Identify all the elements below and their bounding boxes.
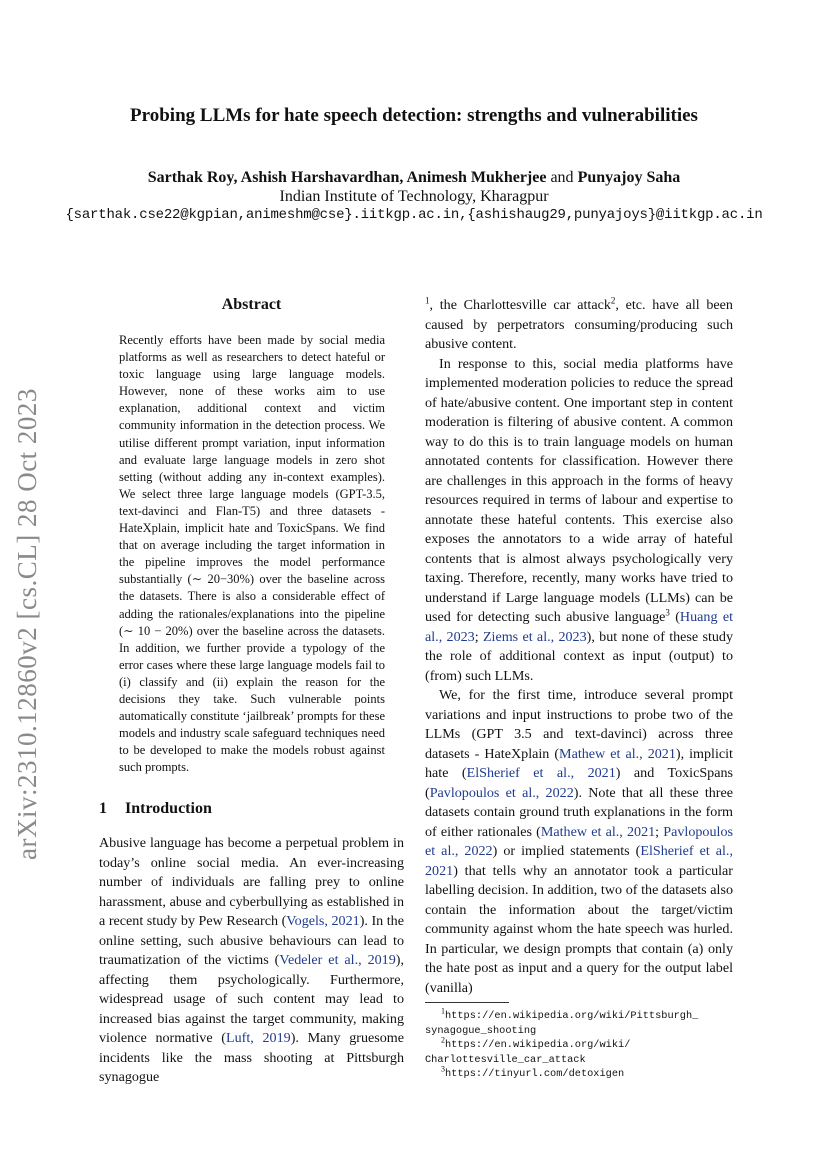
text-run: ). Many gruesome incidents like the mass shooting at Pittsburgh synagogue [99, 1030, 404, 1086]
abstract-text: Recently efforts have been made by social media platforms as well as researchers to detect hateful or toxic language using large language models. However, none of these works aim to use explanation, additional context and victim community information in the detection process. We utilise different prompt variation, input information and evaluate large language models in zero shot setting (without adding any in-context examples). We select three large language models (GPT-3.5, text-davinci and Flan-T5) and three datasets - HateXplain, implicit hate and ToxicSpans. We find that on average including the target information in the pipeline improves the model performance substantially (∼ 20−30%) over the baseline across the datasets. There is also a considerable effect of adding the rationales/explanations into the pipeline (∼ 10 − 20%) over the baseline across the datasets. In addition, we further provide a typology of the error cases where these large language models fail to (i) classify and (ii) explain the reason for the decisions they take. Such vulnerable points automatically constitute ‘jailbreak’ prompts for these models and industry scale safeguard techniques need to be developed to make the models robust against such prompts. [119, 333, 385, 775]
author-names-part1: Sarthak Roy, Ashish Harshavardhan, Animesh Mukherjee [147, 169, 547, 186]
intro-paragraph-2 [425, 355, 733, 687]
text-run: ) that tells why an annotator took a particular labelling decision. In addition, two of the datasets also contain the information about the target/victim community against whom the hate speech was hurled. In particular, we design prompts that contain (a) only the hate post as input and a query for the output label (vanilla) [425, 862, 733, 996]
author-emails: {sarthak.cse22@kgpian,animeshm@cse}.iitkgp.ac.in,{ashishaug29,punyajoys}@iitkgp.ac.in [65, 207, 763, 223]
footnote-1-url-line2[interactable]: synagogue_shooting [425, 1024, 537, 1037]
footnote-marker[interactable]: 1 [425, 295, 430, 306]
text-run: ), but none of these study the role of additional context as input (output) to (from) such LLMs. [425, 628, 733, 684]
footnote-marker[interactable]: 3 [665, 607, 670, 618]
footnote-3[interactable] [425, 1064, 733, 1082]
text-run: ). In the online setting, such abusive behaviours can lead to traumatization of the victims ( [99, 913, 404, 969]
footnote-1-url-line1[interactable]: https://en.wikipedia.org/wiki/Pittsburgh_ [445, 1010, 699, 1022]
footnote-1[interactable] [425, 1006, 733, 1038]
citation-link[interactable]: Huang et al., 2023 [425, 609, 734, 645]
footnote-3-mark: 3 [441, 1064, 445, 1074]
citation-link[interactable]: Mathew et al., 2021 [559, 745, 676, 762]
text-run: Abusive language has become a perpetual problem in today’s online social media. An ever-increasing number of individuals are falling prey to online harassment, abuse and cyberbullying as established in a recent study by Pew Research ( [99, 835, 404, 930]
citation-link[interactable]: ElSherief et al., 2021 [425, 843, 733, 879]
text-run: ), implicit hate ( [425, 745, 733, 781]
footnote-1-mark: 1 [441, 1006, 445, 1016]
text-run: , etc. have all been caused by perpetrators consuming/producing such abusive content. [425, 297, 733, 352]
intro-paragraph-1-continued [425, 296, 733, 355]
citation-link[interactable]: ElSherief et al., 2021 [466, 765, 616, 781]
citation-link[interactable]: Mathew et al., 2021 [540, 823, 656, 840]
citation-link[interactable]: Pavlopoulos et al., 2022 [429, 784, 574, 801]
citation-link[interactable]: Vogels, 2021 [286, 913, 360, 930]
footnote-marker[interactable]: 2 [610, 295, 616, 306]
arxiv-identifier-stamp: arXiv:2310.12860v2 [cs.CL] 28 Oct 2023 [12, 388, 42, 860]
section-title: Introduction [125, 800, 212, 818]
text-run: , the Charlottesville car attack [429, 297, 611, 313]
section-number: 1 [99, 800, 107, 818]
author-names [0, 168, 828, 187]
footnote-divider [425, 1002, 509, 1003]
text-run: ) and ToxicSpans ( [425, 765, 734, 801]
author-affiliation: Indian Institute of Technology, Kharagpur [279, 188, 549, 205]
footnote-2-url-line1[interactable]: https://en.wikipedia.org/wiki/ [445, 1039, 631, 1051]
citation-link[interactable]: Vedeler et al., 2019 [279, 952, 396, 969]
text-run: In response to this, social media platforms have implemented moderation policies to reduce the spread of hate/abusive content. One important step in content moderation is filtering of abusive content. A common way to do this is to train language models on human annotated contents for classification. However there are challenges in this approach in the forms of heavy resources required in terms of labour and expertise to annotate these hateful contents. This exercise also exposes the annotators to a wide array of hateful contents that is almost always psychologically very taxing. Therefore, recently, many works have tried to understand if Large language models (LLMs) can be used for detecting such abusive language [425, 355, 733, 625]
right-column [425, 296, 733, 1082]
footnote-2-url-line2[interactable]: Charlottesville_car_attack [425, 1053, 586, 1066]
citation-link[interactable]: Pavlopoulos et al., 2022 [425, 823, 733, 859]
abstract-heading: Abstract [221, 296, 282, 313]
text-run: ) or implied statements ( [492, 843, 641, 859]
introduction-heading [99, 800, 404, 818]
footnote-2[interactable] [425, 1035, 733, 1067]
citation-link[interactable]: Ziems et al., 2023 [482, 628, 587, 645]
text-run: We, for the first time, introduce several prompt variations and input instructions to probe two of the LLMs (GPT 3.5 and text-davinci) across three datasets - HateXplain ( [425, 687, 733, 762]
paper-title: Probing LLMs for hate speech detection: strengths and vulnerabilities [130, 105, 698, 126]
text-run: ( [669, 609, 680, 625]
left-column [99, 296, 404, 1088]
author-names-and: and [550, 169, 574, 186]
text-run: ; [474, 628, 483, 645]
author-names-part2: Punyajoy Saha [577, 169, 681, 186]
citation-link[interactable]: Luft, 2019 [226, 1030, 291, 1047]
text-run: ), affecting them psychologically. Furthermore, widespread usage of such content may lead to increased bias against the target community, making violence normative ( [99, 952, 404, 1047]
intro-paragraph-1 [99, 834, 404, 1088]
text-run: ; [655, 823, 664, 840]
footnotes [425, 1006, 733, 1082]
footnote-2-mark: 2 [441, 1035, 445, 1045]
intro-paragraph-3 [425, 686, 733, 998]
footnote-3-url[interactable]: https://tinyurl.com/detoxigen [445, 1068, 625, 1080]
author-block [0, 168, 828, 225]
text-run: ). Note that all these three datasets contain ground truth explanations in the form of either rationales ( [425, 784, 733, 840]
